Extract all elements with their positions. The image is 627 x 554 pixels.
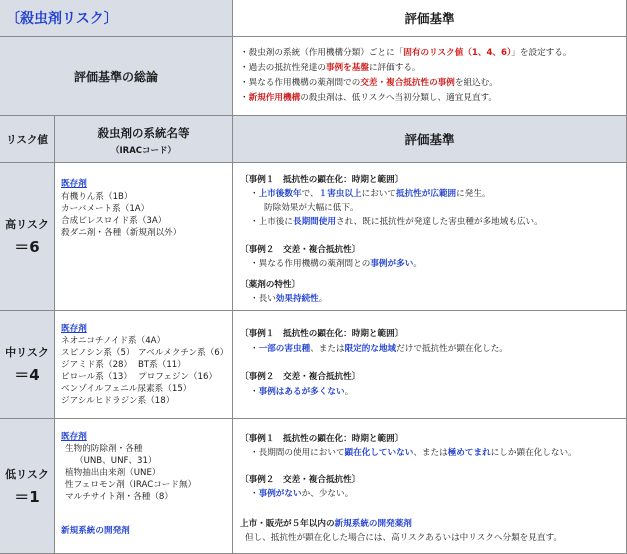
summary-line-2: ・過去の抵抗性発達の事例を基盤に評価する。	[240, 63, 421, 73]
high-existing-label: 既存剤	[61, 179, 87, 189]
mid-agent-4: ピロール系（13）	[61, 372, 132, 382]
mid-risk-cell	[0, 311, 55, 419]
table-title: 〔殺虫剤リスク〕	[6, 11, 118, 27]
high-agent-4: 殺ダニ剤・各種（新規剤以外）	[61, 228, 182, 238]
criteria-col-header-cell	[233, 116, 627, 163]
high-agent-3: 合成ピレスロイド系（3A）	[61, 216, 167, 226]
low-case2-title: 〔事例２ 交差・複合抵抗性〕	[240, 475, 361, 485]
summary-line-3: ・異なる作用機構の薬剤間での交差・複合抵抗性の事例を組込む。	[240, 78, 498, 88]
high-risk-cell	[0, 163, 55, 311]
high-case1-title: 〔事例１ 抵抗性の顕在化：時期と範囲〕	[240, 175, 404, 185]
high-case2-title: 〔事例２ 交差・複合抵抗性〕	[240, 245, 361, 255]
high-case3-title: 〔薬剤の特性〕	[240, 280, 301, 290]
summary-line-4: ・新規作用機構の殺虫剤は、低リスクへ当初分類し、適宜見直す。	[240, 93, 497, 103]
mid-risk-label: 中リスク	[5, 346, 49, 359]
high-criteria-cell	[233, 163, 627, 311]
high-case2-line1: ・異なる作用機構の薬剤間との事例が多い。	[250, 259, 422, 269]
mid-agent-2b: アベルメクチン系（6）	[138, 348, 229, 358]
low-agents-cell	[55, 419, 233, 554]
risk-header-cell	[0, 116, 55, 163]
high-risk-value: ＝6	[14, 238, 40, 256]
high-risk-label: 高リスク	[5, 218, 49, 231]
criteria-col-header: 評価基準	[404, 132, 455, 147]
low-agent-1: 生物的防除剤・各種	[65, 444, 143, 454]
mid-existing-label: 既存剤	[61, 324, 87, 334]
high-case3-line1: ・長い効果持続性。	[250, 294, 328, 304]
low-case2-line1: ・事例がないか、少ない。	[250, 489, 354, 499]
mid-case1-title: 〔事例１ 抵抗性の顕在化：時期と範囲〕	[240, 329, 404, 339]
high-case1-line3: ・上市後に長期間使用され、既に抵抗性が発達した害虫種が多地域も広い。	[250, 217, 543, 227]
high-case1-line2: 防除効果が大幅に低下。	[264, 203, 359, 213]
irac-header: （IRACコード）	[110, 146, 177, 156]
mid-criteria-cell	[233, 311, 627, 419]
mid-case2-title: 〔事例２ 交差・複合抵抗性〕	[240, 372, 361, 382]
low-risk-value: ＝1	[14, 487, 40, 506]
summary-label: 評価基準の総論	[73, 69, 158, 84]
title-cell	[0, 0, 233, 37]
mid-agents-cell	[55, 311, 233, 419]
mid-agent-3: ジアミド系（28）	[61, 360, 133, 370]
low-agent-5: マルチサイト剤・各種（8）	[65, 492, 173, 502]
low-risk-cell	[0, 419, 55, 554]
low-agent-3: 植物抽出由来剤（UNE）	[65, 468, 161, 478]
mid-agent-3b: BT系（11）	[138, 360, 186, 370]
summary-text-cell	[233, 37, 627, 116]
mid-agent-1: ネオニコチノイド系（4A）	[61, 336, 166, 346]
system-header-cell	[55, 116, 233, 163]
low-case1-line1: ・長期間の使用において顕在化していない、または極めてまれにしか顕在化しない。	[250, 448, 577, 458]
low-criteria-cell	[233, 419, 627, 554]
mid-agent-6: ジアシルヒドラジン系（18）	[61, 396, 175, 406]
mid-agent-5: ベンゾイルフェニル尿素系（15）	[61, 384, 192, 394]
high-agent-1: 有機りん系（1B）	[61, 192, 133, 202]
low-new-title: 上市・販売が５年以内の新規系統の開発薬剤	[240, 519, 412, 529]
summary-label-cell	[0, 37, 233, 116]
high-agent-2: カーバメート系（1A）	[61, 204, 150, 214]
low-new-line1: 但し、抵抗性が顕在化した場合には、高リスクあるいは中リスクへ分類を見直す。	[245, 533, 562, 543]
high-case1-line1: ・上市後数年で、１害虫以上において抵抗性が広範囲に発生。	[250, 189, 491, 199]
summary-line-1: ・殺虫剤の系統（作用機構分類）ごとに「固有のリスク値（1、4、6）」を設定する。	[240, 48, 572, 58]
low-existing-label: 既存剤	[61, 432, 87, 442]
low-risk-label: 低リスク	[5, 467, 49, 481]
mid-case2-line1: ・事例はあるが多くない。	[250, 387, 354, 397]
mid-agent-4b: プロフェジン（16）	[138, 372, 218, 382]
high-agents-cell	[55, 163, 233, 311]
risk-header: リスク値	[6, 133, 48, 146]
low-new-label: 新規系統の開発剤	[61, 526, 130, 536]
mid-case1-line1: ・一部の害虫種、または限定的な地域だけで抵抗性が顕在化した。	[250, 344, 508, 354]
low-agent-4: 性フェロモン剤（IRACコード無）	[65, 480, 197, 490]
criteria-header-cell	[233, 0, 627, 37]
low-case1-title: 〔事例１ 抵抗性の顕在化：時期と範囲〕	[240, 434, 404, 444]
mid-risk-value: ＝4	[14, 366, 40, 384]
criteria-header: 評価基準	[404, 11, 455, 26]
low-agent-2: （UNB、UNF、31）	[75, 456, 157, 466]
system-header: 殺虫剤の系統名等	[97, 126, 190, 140]
mid-agent-2: スピノシン系（5）	[61, 348, 135, 358]
